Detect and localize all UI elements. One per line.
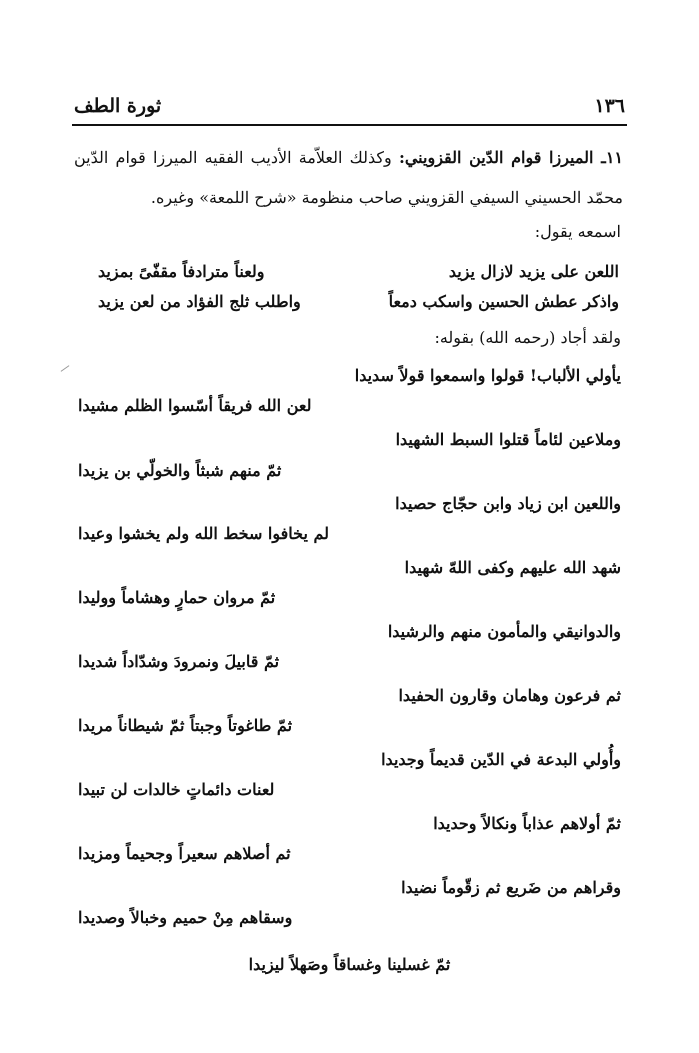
running-header — [74, 95, 625, 119]
poem-line: وملاعين لئاماً قتلوا السبط الشهيدا — [395, 430, 621, 449]
poem-line: وأُولي البدعة في الدّين قديماً وجديدا — [381, 750, 621, 769]
book-title: ثورة الطف — [74, 95, 162, 117]
poem-line: ثمّ طاغوتاً وجبتاً ثمّ شيطاناً مريدا — [78, 716, 293, 735]
entry-text-rest: وكذلك العلاّمة الأديب الفقيه الميرزا قوام — [115, 148, 392, 167]
poem-line: شهد الله عليهم وكفى اللهّ شهيدا — [404, 558, 621, 577]
poem-line: لعنات دائماتٍ خالدات لن تبيدا — [78, 780, 275, 799]
poem-line: واللعين ابن زياد وابن حجّاج حصيدا — [395, 494, 621, 513]
poem-line: وسقاهم مِنْ حميم وخبالاً وصديدا — [78, 908, 293, 927]
couplet-2-right: واذكر عطش الحسين واسكب دمعاً — [388, 292, 619, 311]
couplet-1-right: اللعن على يزيد لازال يزيد — [448, 262, 619, 281]
entry-paragraph — [74, 138, 623, 218]
poem-line: ثم أصلاهم سعيراً وجحيماً ومزيدا — [78, 844, 291, 863]
poem-line: ثمّ منهم شبثاً والخولّي بن يزيدا — [78, 461, 282, 480]
poem-line: لعن الله فريقاً أسّسوا الظلم مشيدا — [78, 396, 312, 415]
poem-intro: ولقد أجاد (رحمه الله) بقوله: — [434, 328, 621, 347]
margin-mark — [61, 365, 70, 372]
poem-line: ثمّ مروان حمارٍ وهشاماً ووليدا — [78, 588, 276, 607]
poem-line: لم يخافوا سخط الله ولم يخشوا وعيدا — [78, 524, 330, 543]
poem-line: وقراهم من ضَريع ثم زقّوماً نضيدا — [401, 878, 621, 897]
poem-line: يأولي الألباب! قولوا واسمعوا قولاً سديدا — [354, 366, 621, 385]
poem-line: ثم فرعون وهامان وقارون الحفيدا — [398, 686, 621, 705]
listen-intro: اسمعه يقول: — [534, 222, 621, 241]
page-number: ١٣٦ — [594, 95, 625, 117]
header-rule — [72, 124, 627, 126]
couplet-1-left: ولعناً مترادفاً مقفّىً بمزيد — [98, 262, 265, 281]
couplet-2-left: واطلب ثلج الفؤاد من لعن يزيد — [98, 292, 301, 311]
entry-heading: ١١ـ الميرزا قوام الدّين القزويني: — [398, 148, 623, 167]
poem-line: ثمّ قابيلَ ونمرودَ وشدّاداً شديدا — [78, 652, 280, 671]
entry-text-line2: الدّين محمّد الحسيني السيفي القزويني صاحب منظومة «شرح اللمعة» وغيره. — [74, 148, 623, 207]
poem-line-final: ثمّ غسلينا وغساقاً وصَهلاً ليزيدا — [248, 955, 451, 974]
poem-line: والدوانيقي والمأمون منهم والرشيدا — [387, 622, 621, 641]
poem-line: ثمّ أولاهم عذاباً ونكالاً وحديدا — [433, 814, 621, 833]
